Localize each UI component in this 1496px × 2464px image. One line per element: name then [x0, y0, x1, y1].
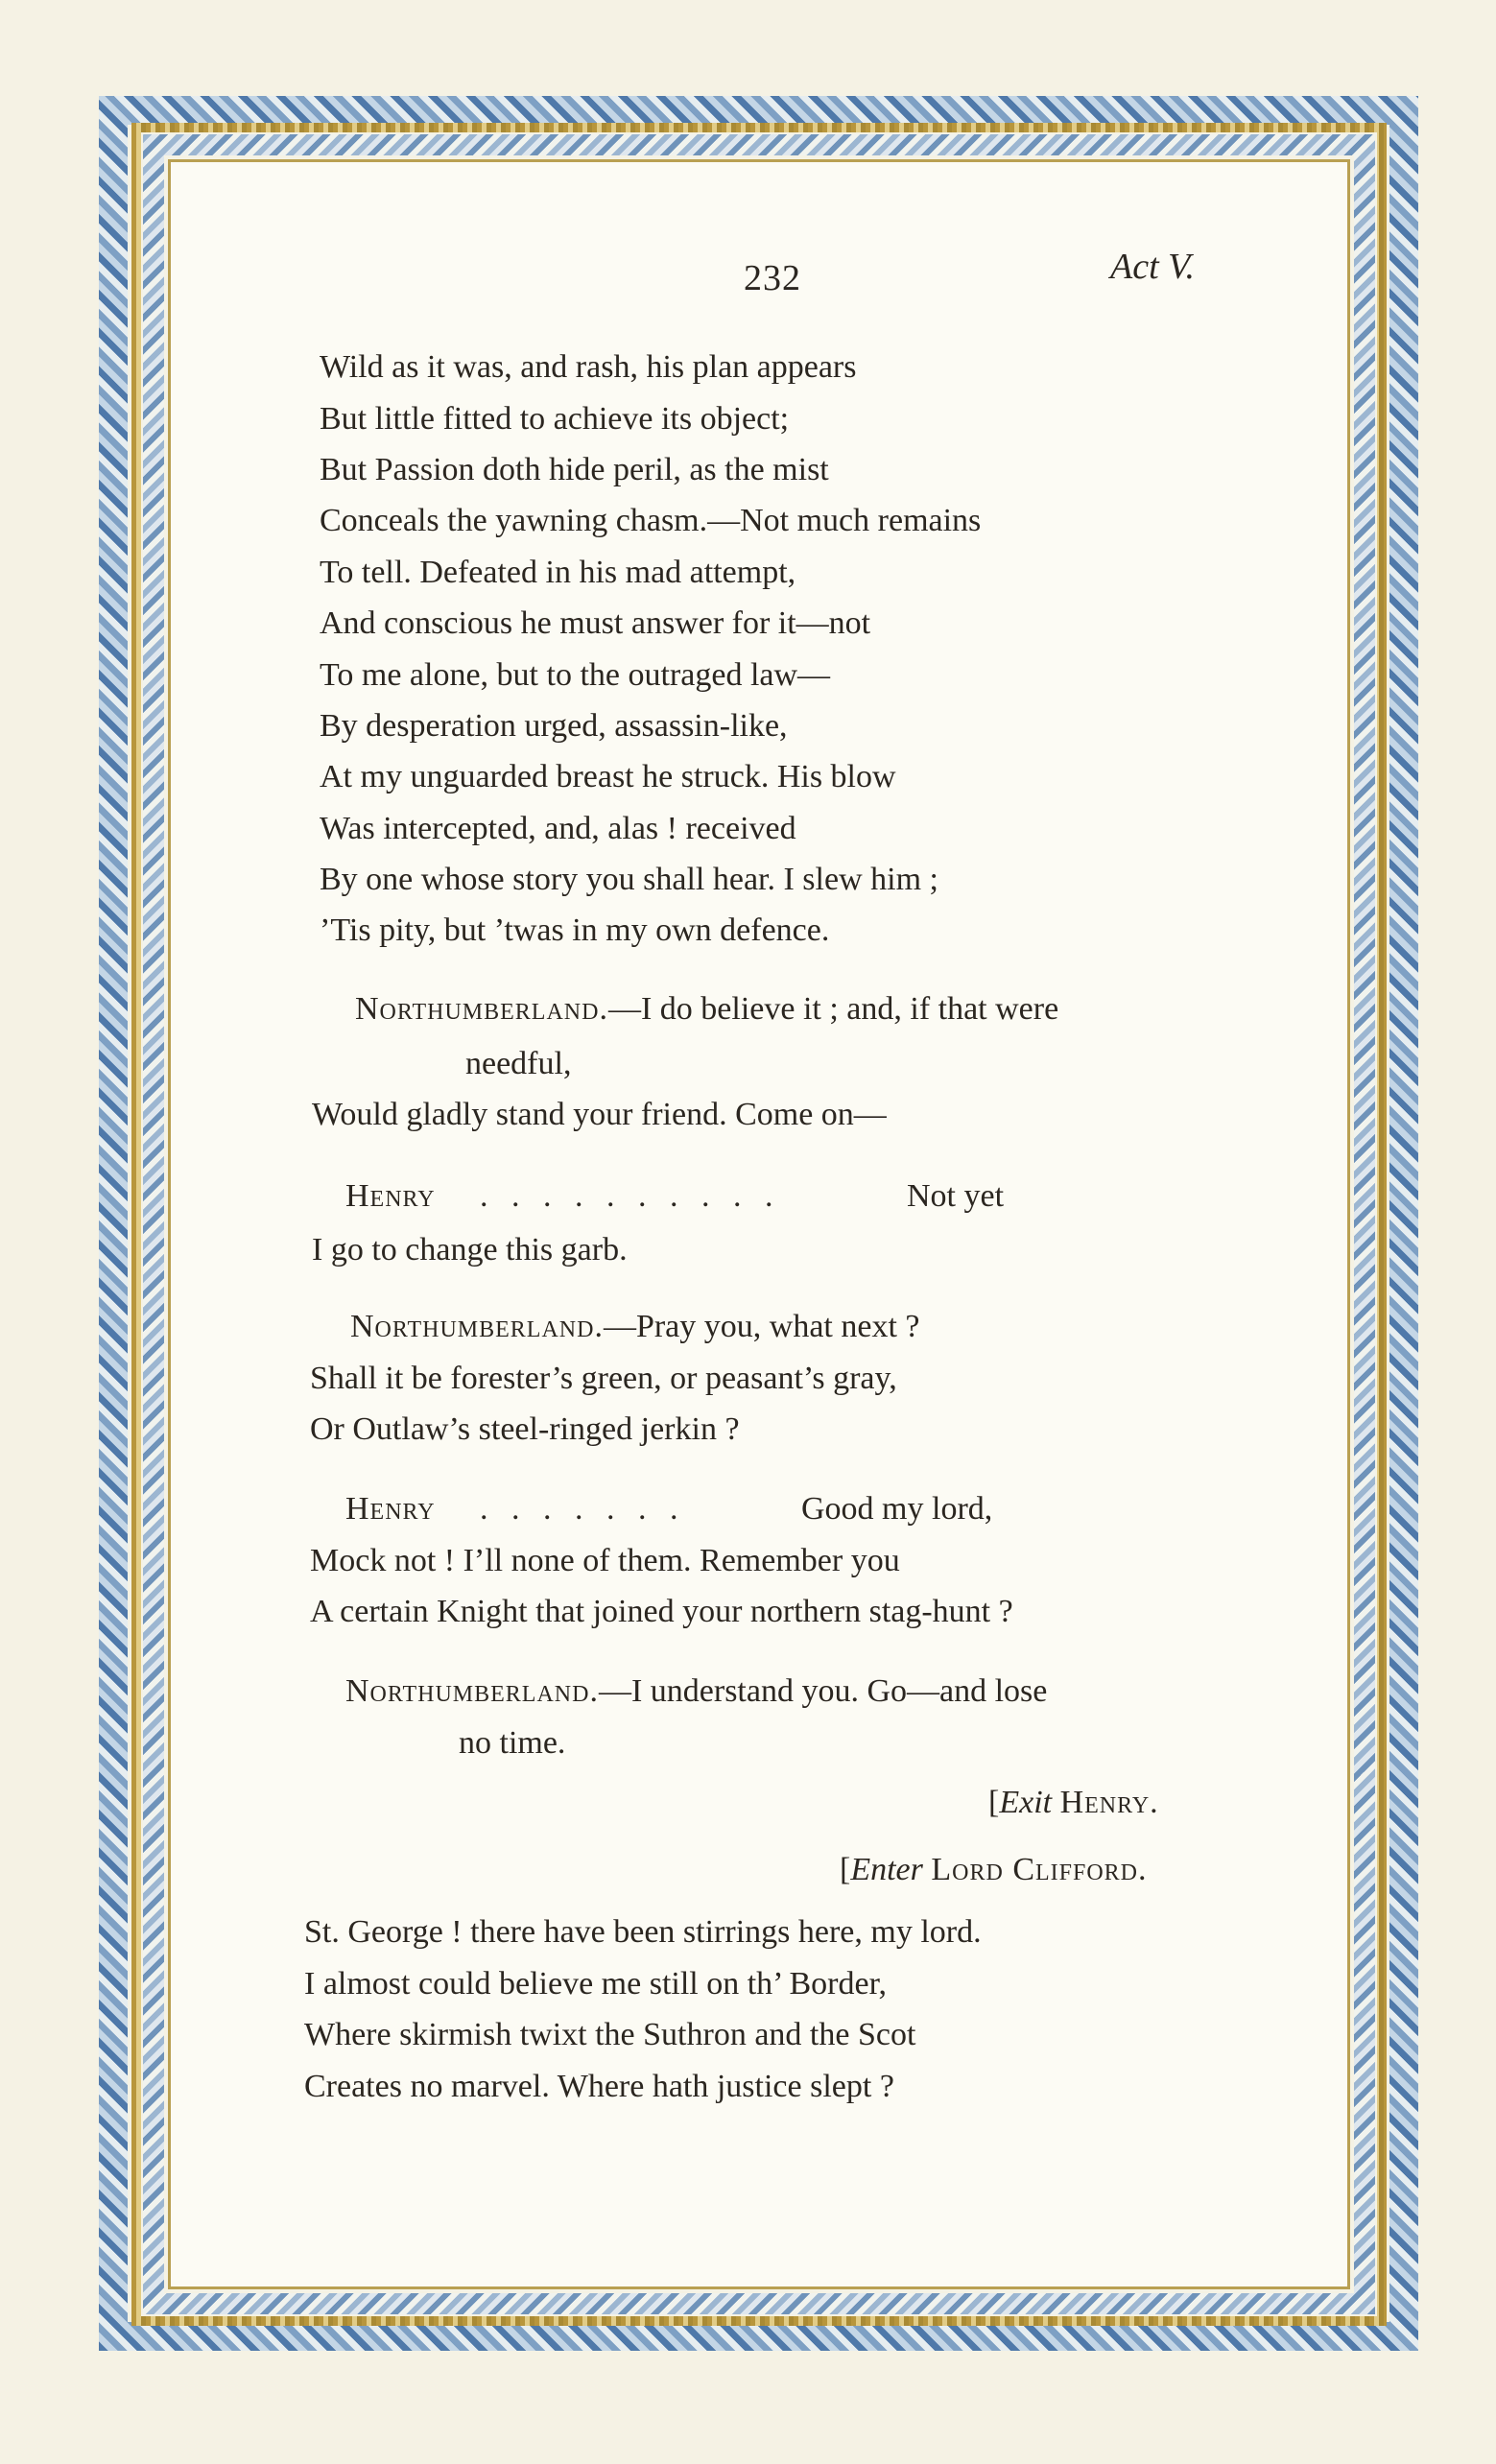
verse-line: Wild as it was, and rash, his plan appears	[320, 349, 857, 385]
speaker-name: Henry	[345, 1491, 436, 1527]
speaker-leader-dots: . . . . . . .	[480, 1491, 686, 1527]
verse-line: Mock not ! I’ll none of them. Remember you	[310, 1543, 900, 1578]
verse-line: Where skirmish twixt the Suthron and the Scot	[304, 2017, 916, 2052]
speaker-name: Henry	[345, 1178, 436, 1214]
verse-line: To tell. Defeated in his mad attempt,	[320, 555, 796, 590]
verse-line: St. George ! there have been stirrings here, my lord.	[304, 1914, 982, 1950]
speech-text: Not yet	[907, 1178, 1005, 1214]
verse-line: At my unguarded breast he struck. His blow	[320, 759, 896, 794]
page-number: 232	[744, 258, 801, 298]
speech-text: —Pray you, what next ?	[603, 1309, 920, 1344]
verse-line: Or Outlaw’s steel-ringed jerkin ?	[310, 1411, 740, 1447]
speaker-name: Northumberland.	[355, 991, 608, 1027]
verse-line: Creates no marvel. Where hath justice slept ?	[304, 2069, 894, 2104]
verse-line: Conceals the yawning chasm.—Not much remains	[320, 503, 982, 538]
verse-line: I go to change this garb.	[312, 1232, 628, 1268]
speech-text: Good my lord,	[801, 1491, 993, 1527]
verse-line: By desperation urged, assassin-like,	[320, 708, 788, 744]
act-label: Act V.	[1110, 247, 1195, 287]
verse-line: But Passion doth hide peril, as the mist	[320, 452, 829, 487]
verse-line: But little fitted to achieve its object;	[320, 401, 790, 437]
verse-line	[355, 993, 1058, 1026]
verse-line: Was intercepted, and, alas ! received	[320, 811, 796, 846]
verse-line	[345, 1675, 1047, 1708]
verse-line: needful,	[465, 1046, 572, 1081]
verse-line: And conscious he must answer for it—not	[320, 605, 871, 641]
speaker-leader-dots: . . . . . . . . . .	[480, 1178, 781, 1214]
verse-line: I almost could believe me still on th’ Border,	[304, 1966, 888, 2002]
speech-text: —I do believe it ; and, if that were	[607, 991, 1059, 1027]
verse-line: ’Tis pity, but ’twas in my own defence.	[320, 912, 830, 948]
speech-text: —I understand you. Go—and lose	[598, 1673, 1048, 1709]
stage-direction-exit: [Exit Henry.	[988, 1785, 1159, 1820]
verse-line: no time.	[459, 1725, 566, 1761]
speaker-name: Northumberland.	[345, 1673, 599, 1709]
verse-line: Shall it be forester’s green, or peasant’s gray,	[310, 1361, 897, 1396]
stage-direction-enter: [Enter Lord Clifford.	[840, 1852, 1148, 1887]
verse-line	[350, 1311, 920, 1343]
verse-line: Would gladly stand your friend. Come on—	[312, 1097, 887, 1132]
verse-line: By one whose story you shall hear. I slew him ;	[320, 862, 938, 897]
verse-line: To me alone, but to the outraged law—	[320, 657, 831, 693]
verse-line: A certain Knight that joined your northern stag-hunt ?	[310, 1594, 1013, 1629]
speaker-name: Northumberland.	[350, 1309, 604, 1344]
